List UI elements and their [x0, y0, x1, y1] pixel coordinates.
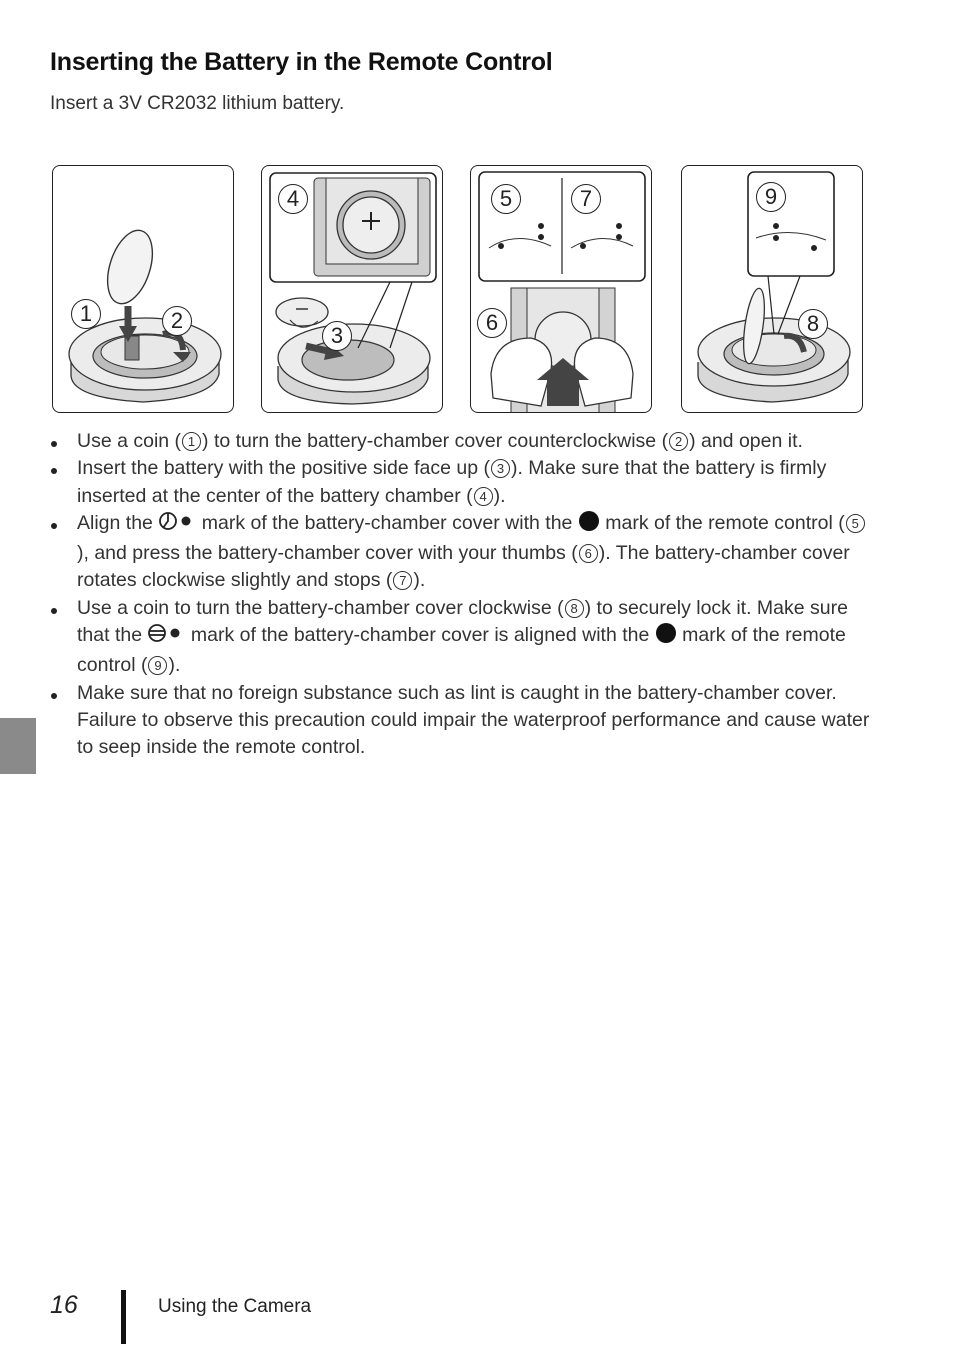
list-item-text: Make sure that no foreign substance such as lint is caught in the battery-chamber cover. Failure to observe this precaution could impair the waterproof performance and cause water to seep inside the remote control.: [77, 681, 870, 759]
figure-panel-insert-battery: [261, 165, 443, 413]
list-item-text: Use a coin (: [77, 430, 182, 452]
circled-number: 5: [846, 514, 865, 533]
intro-text: Insert a 3V CR2032 lithium battery.: [50, 93, 345, 114]
step-number-9: 9: [756, 182, 786, 212]
list-item-text: mark of the battery-chamber cover is aligned with the: [185, 624, 655, 647]
list-item-text: ) to securely lock it. Make sure that the: [77, 596, 848, 647]
list-item-text: ). Make sure that the battery is firmly inserted at the center of the battery chamber (: [77, 457, 827, 507]
chapter-tab: [0, 718, 36, 774]
list-item-text: ).: [493, 484, 506, 507]
list-item-text: Use a coin to turn the battery-chamber cover clockwise (: [77, 596, 564, 619]
step-number-6: 6: [477, 308, 507, 338]
circled-number: 7: [393, 571, 412, 590]
list-item: [50, 595, 870, 680]
list-item: [50, 680, 870, 762]
circled-number: 9: [148, 656, 167, 675]
footer-divider: [121, 1290, 126, 1344]
list-item-text: mark of the remote control (: [77, 624, 846, 677]
list-item: [50, 428, 870, 455]
circled-number: 8: [565, 599, 584, 618]
step-number-4: 4: [278, 184, 308, 214]
step-number-1: 1: [71, 299, 101, 329]
list-item-text: Align the: [77, 511, 159, 534]
page-number: 16: [50, 1291, 78, 1319]
list-item: [50, 455, 870, 510]
list-item-text: ).: [413, 569, 426, 592]
list-item-text: ) to turn the battery-chamber cover counterclockwise (: [202, 430, 669, 452]
figure-panel-open-cover: [52, 165, 234, 413]
battery-illustration: [52, 165, 864, 415]
figure-panel-lock-cover: [681, 165, 863, 413]
step-number-3: 3: [322, 321, 352, 351]
filled-dot-icon: [655, 622, 677, 652]
list-item-text: mark of the battery-chamber cover with the: [196, 511, 578, 534]
list-item-text: ).: [168, 654, 181, 677]
list-item-text: ). The battery-chamber cover rotates clockwise slightly and stops (: [77, 542, 850, 592]
instruction-list: [50, 428, 870, 762]
step-number-5: 5: [491, 184, 521, 214]
closed-lock-dot-icon: [147, 622, 185, 652]
figure-panel-align-press: [470, 165, 652, 413]
page-title: Inserting the Battery in the Remote Control: [50, 48, 553, 76]
circled-number: 3: [491, 459, 510, 478]
circled-number: 4: [474, 487, 493, 506]
step-number-2: 2: [162, 306, 192, 336]
step-number-8: 8: [798, 309, 828, 339]
step-number-7: 7: [571, 184, 601, 214]
list-item: [50, 510, 870, 595]
list-item-text: mark of the remote control (: [599, 511, 845, 534]
circled-number: 6: [579, 544, 598, 563]
circled-number: 1: [182, 432, 201, 451]
list-item-text: Insert the battery with the positive side face up (: [77, 457, 490, 480]
footer-section-title: Using the Camera: [158, 1296, 312, 1317]
list-item-text: ) and open it.: [689, 430, 803, 452]
list-item-text: ), and press the battery-chamber cover with your thumbs (: [77, 542, 578, 565]
filled-dot-icon: [578, 510, 600, 540]
circled-number: 2: [669, 432, 688, 451]
open-lock-dot-icon: [158, 510, 196, 540]
